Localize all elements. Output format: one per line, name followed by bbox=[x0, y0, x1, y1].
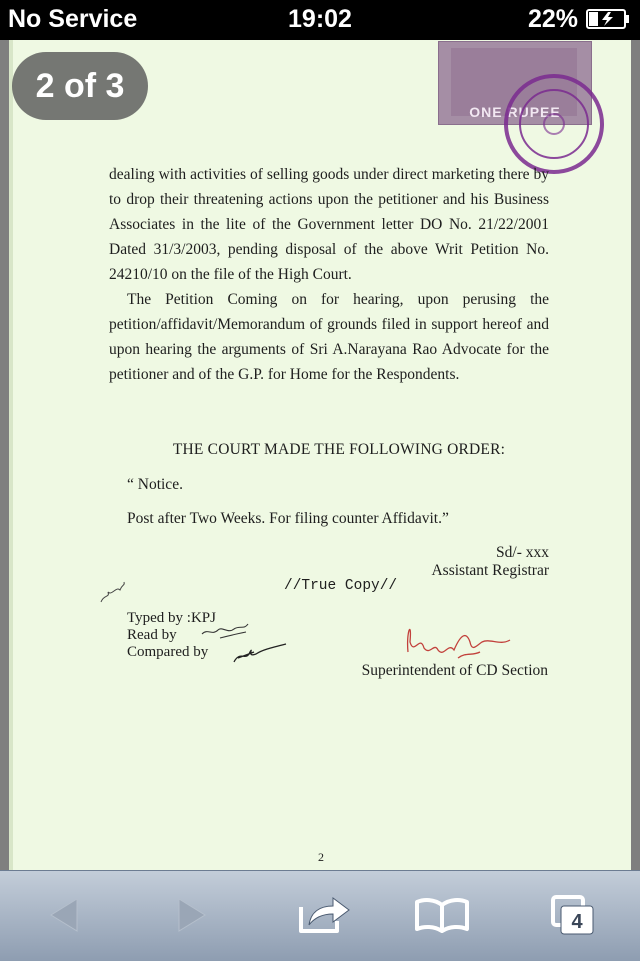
read-by: Read by bbox=[127, 627, 177, 643]
tabs-button[interactable] bbox=[544, 889, 600, 941]
forward-arrow-icon bbox=[175, 896, 209, 934]
page-number: 2 bbox=[318, 850, 324, 864]
battery-percent: 22% bbox=[527, 5, 578, 33]
carrier-label: No Service bbox=[8, 5, 138, 33]
share-icon bbox=[297, 895, 351, 935]
stamp-text: ONE RUPEE bbox=[469, 104, 561, 120]
tabs-icon bbox=[547, 893, 597, 937]
superintendent-signature-icon bbox=[400, 612, 520, 668]
paragraph-2: The Petition Coming on for hearing, upon perusing the petition/affidavit/Memorandum of grounds filed in support hereof and upon hearing the arguments of Sri A.Narayana Rao Advocate for the petitioner and of the G.P. for Home for the Respondents. bbox=[109, 291, 549, 383]
tabs-count: 4 bbox=[571, 911, 583, 933]
read-by-signature-icon bbox=[200, 620, 250, 642]
back-button[interactable] bbox=[36, 889, 92, 941]
document-body bbox=[109, 162, 549, 387]
battery-charging-icon bbox=[586, 9, 630, 29]
paragraph-1: dealing with activities of selling goods under direct marketing there by to drop their threatening actions upon the petitioner and his Business Associates in the lite of the Government letter DO No. 21/22/2001 Dated 31/3/2003, pending disposal of the above Writ Petition No. 24210/10 on the file of the High Court. bbox=[109, 166, 549, 283]
status-bar bbox=[0, 0, 640, 40]
bookmarks-button[interactable] bbox=[414, 889, 470, 941]
initial-scribble-icon bbox=[98, 578, 128, 608]
page-fold bbox=[9, 40, 13, 870]
clock: 19:02 bbox=[288, 5, 352, 33]
page-indicator: 2 of 3 bbox=[12, 52, 148, 120]
forward-button[interactable] bbox=[164, 889, 220, 941]
typed-by: Typed by :KPJ bbox=[127, 610, 216, 626]
back-arrow-icon bbox=[47, 896, 81, 934]
order-notice: “ Notice. bbox=[127, 476, 183, 493]
high-court-seal-icon bbox=[502, 72, 606, 176]
compared-by-signature-icon bbox=[230, 640, 288, 668]
order-post-after: Post after Two Weeks. For filing counter Affidavit.” bbox=[127, 510, 449, 527]
signed-line: Sd/- xxx bbox=[496, 544, 549, 561]
compared-by: Compared by bbox=[127, 644, 209, 660]
browser-toolbar bbox=[0, 870, 640, 961]
bookmarks-icon bbox=[414, 897, 470, 933]
true-copy-label: //True Copy// bbox=[284, 578, 398, 594]
superintendent-label: Superintendent of CD Section bbox=[361, 662, 548, 679]
share-button[interactable] bbox=[296, 889, 352, 941]
signatory-title: Assistant Registrar bbox=[431, 562, 549, 579]
order-heading: THE COURT MADE THE FOLLOWING ORDER: bbox=[172, 441, 506, 458]
